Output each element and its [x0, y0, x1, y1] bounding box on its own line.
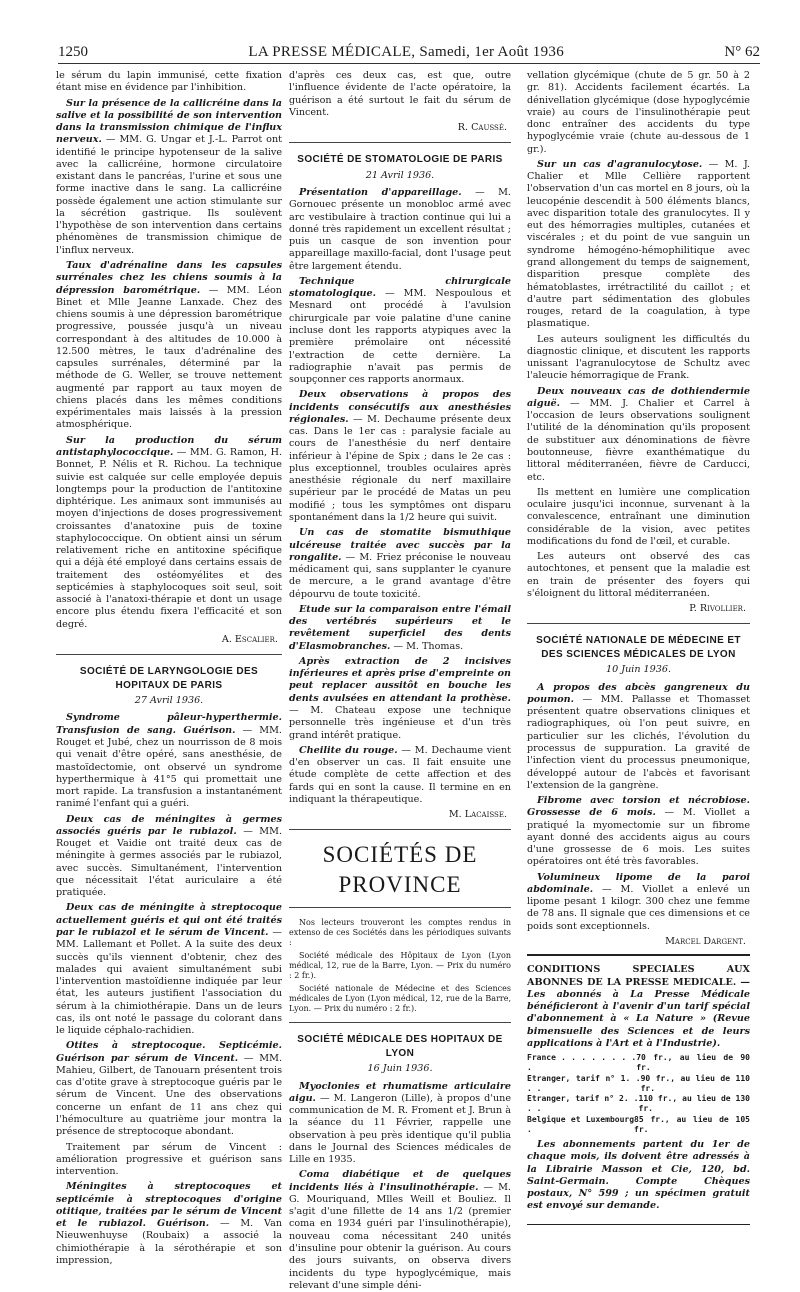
article-title: Un cas de stomatite bismuthique ulcéreuse traitée avec succès par la rongalite. — [289, 527, 511, 563]
article-abces — [527, 682, 750, 792]
article-body: — MM. Pallasse et Thomasset présentent quatre observations cliniques et radiographiques, où l'on peut suivre, en particulier sur les clichés, l'évolution du processus de suppuration. La gravité de l'infection vient du processus pneumonique, développé autour de l'abcès et favorisant l'extension de la gangrène. — [527, 693, 750, 791]
article-body: — MM. Lallemant et Pollet. A la suite des deux succès qu'ils viennent d'obtenir, chez des malades qui avaient simultanément subi l'intervention mastoïdienne indiquée par leur état, les auteurs justifient l'association du sérum à la chimiothérapie. Dans un de leurs cas, ils ont noté le passage du colorant dans le liquide céphalo-rachidien. — [56, 927, 282, 1037]
divider — [527, 623, 750, 624]
article-callicreine — [56, 98, 282, 257]
article-myoclonies — [289, 1081, 511, 1167]
article-cheilite — [289, 745, 511, 806]
article-email — [289, 604, 511, 653]
signature: M. Lacaisse. — [448, 809, 507, 821]
signature: Marcel Dargent. — [665, 936, 746, 947]
article-title: Présentation d'appareillage. — [299, 187, 462, 199]
price-value: 70 fr., au lieu de 90 fr. — [636, 1053, 750, 1073]
article-technique — [289, 276, 511, 386]
section-date: 21 Avril 1936. — [365, 169, 435, 181]
subscription-text: — Les abonnés à La Presse Médicale bénéficieront à l'avenir d'un tarif spécial d'abonnement à « La Nature » (Revue bimensuelle des Sciences et de leurs applications à l'Art et à l'Industrie). — [527, 976, 750, 1049]
article-title: Deux nouveaux cas de dothiendermie aiguë. — [527, 385, 750, 409]
article-body: — M. Friez préconise le nouveau médicament qui, sans supplanter le cyanure de mercure, a le grand avantage d'être dépourvu de toute toxicité. — [289, 551, 511, 600]
divider — [289, 1022, 511, 1023]
article-title: Etude sur la comparaison entre l'émail des vertébrés supérieurs et le revêtement superficiel des dents d'Elasmobranches. — [289, 603, 511, 652]
readers-note: Nos lecteurs trouveront les comptes rendus in extenso de ces Sociétés dans les périodiques suivants : — [289, 918, 511, 948]
article-body: — M. J. Chalier et Mlle Cellière rapportent l'observation d'un cas mortel en 8 jours, où la leucopénie descendit à 500 éléments blancs, avec disparition totale des granulocytes. Il y eut des hémorragies multiples, cutanées et viscérales ; et du point de vue sanguin un syndrome hémogéno-hémophilitique avec grand allongement du temps de saignement, disparition presque complète des hématoblastes, irrétractilité du caillot ; et d'autre part sédimentation des globules rouges, retard de la coagulation, à type plasmatique. — [527, 158, 750, 330]
article-body: — MM. Léon Binet et Mlle Jeanne Lanxade. Chez des chiens soumis à une dépression barométrique progressive, poussée jusqu'à un niveau correspondant à des altitudes de 10.000 à 12.500 mètres, le taux d'adrénaline des capsules surrénales, déterminé par la méthode de G. Weller, se trouve nettement augmenté par rapport au taux moyen de chiens placés dans les mêmes conditions expérimentales mais laissés à la pression atmosphérique. — [56, 284, 282, 431]
article-body: — MM. Rouget et Vaidie ont traité deux cas de méningite à germes associés par le rubiazol, avec succès. Simultanément, l'intervention que nécessitait l'état auriculaire a été pratiquée. — [56, 825, 282, 899]
price-label: Etranger, tarif n° 1. . . . — [527, 1073, 641, 1093]
page-header — [58, 43, 760, 64]
article-meningites — [56, 814, 282, 900]
signature: P. Rivollier. — [689, 603, 746, 615]
section-heading: SOCIÉTÉ MÉDICALE DES HOPITAUX DE LYON — [297, 1034, 503, 1059]
article-title: Deux observations à propos des incidents consécutifs aux anesthésies régionales. — [289, 389, 511, 425]
article-title: Sur un cas d'agranulocytose. — [537, 158, 703, 170]
section-heading: SOCIÉTÉ DE LARYNGOLOGIE DES HOPITAUX DE PARIS — [79, 666, 259, 691]
section-date: 10 Juin 1936. — [605, 664, 672, 676]
article-body: — M. Viollet a pratiqué la myomectomie sur un fibrome ayant donné des accidents aigus au cours d'une grossesse de 6 mois. Les suites opératoires ont été très favorables. — [527, 807, 751, 868]
price-row — [527, 1074, 750, 1094]
price-label: Etranger, tarif n° 2. . . . — [527, 1094, 639, 1114]
continued-text: vellation glycémique (chute de 5 gr. 50 à 2 gr. 81). Accidents facilement écartés. La dénivellation glycémique (dose hypoglycémie vraie) au cours de l'insulinothérapie peut donc entraîner des accidents du type hypoglycémie vraie (chute au-dessous de 1 gr.). — [527, 70, 750, 155]
article-title: A propos des abcès gangreneux du poumon. — [527, 681, 750, 705]
article-body: — M. Dechaume vient d'en observer un cas. Il fait ensuite une étude complète de cette affection et des fards qui en sont la cause. Il termine en en indiquant la thérapeutique. — [289, 744, 511, 805]
article-meningite-strepto — [56, 902, 282, 1037]
article-septicemie — [56, 1181, 282, 1267]
article-syndrome — [56, 712, 282, 810]
price-value: 110 fr., au lieu de 130 fr. — [638, 1094, 750, 1114]
article-body: — M. Thomas. — [393, 640, 464, 652]
article-body: — M. Dechaume présente deux cas. Dans le 1er cas : paralysie faciale au cours de l'anesthésie du nerf dentaire inférieur à l'épine de Spix ; dans le 2e cas : plus exceptionnel, troubles oculaires après anesthésie régionale du nerf maxillaire supérieur par le procédé de Matas un peu modifié ; tous les symptômes ont disparu spontanément dans la 1/2 heure qui suivit. — [289, 413, 511, 523]
section-date: 16 Juin 1936. — [367, 1063, 433, 1075]
price-row — [527, 1094, 750, 1114]
article-dothiendermie — [527, 386, 750, 484]
article-otites-cont: Traitement par sérum de Vincent : amélioration progressive et guérison sans intervention. — [56, 1141, 282, 1178]
article-body: — M. Chateau expose une technique personnelle très ingénieuse et d'un très grand intérêt pratique. — [289, 704, 511, 741]
article-title: Cheilite du rouge. — [299, 744, 398, 756]
subscription-title: CONDITIONS SPECIALES AUX ABONNES DE LA PRESSE MEDICALE. — [527, 964, 750, 988]
journal-title: LA PRESSE MÉDICALE, Samedi, 1er Août 1936 — [248, 44, 565, 60]
price-label: Belgique et Luxembourg . — [527, 1114, 635, 1134]
article-extraction — [289, 656, 511, 742]
article-appareillage — [289, 187, 511, 273]
periodical-lyon-nationale: Société nationale de Médecine et des Sciences médicales de Lyon (Lyon médical, 12, rue de la Barre, Lyon. — Prix du numéro : 2 fr.). — [289, 984, 511, 1014]
divider — [289, 907, 511, 908]
price-row — [527, 1053, 750, 1073]
article-body: — MM. G. Ramon, H. Bonnet, P. Nélis et R. Richou. La technique suivie est calquée sur celle employée depuis longtemps pour la production de l'antitoxine diphtérique. Les animaux sont immunisés au moyen d'injections de doses progressivement croissantes d'anatoxine puis de toxine staphylococcique. On obtient ainsi un sérum relativement riche en antitoxine spécifique qui a déjà été employé dans certains essais de traitement des ostéomyélites et des septicémies à staphylocoques soit seul, soit associé à l'anatoxi-thérapie et dont un usage encore plus étendu fixera l'efficacité et son degré. — [56, 446, 282, 630]
article-body: — MM. Mahieu, Gilbert, de Tanouarn présentent trois cas d'otite grave à streptocoque guéris par le sérum de Vincent. Une des observations concerne un enfant de 11 ans chez qui l'hémoculture au quatrième jour montra la présence de streptocoque abondant. — [56, 1052, 282, 1138]
article-title: Technique chirurgicale stomatologique. — [289, 275, 511, 300]
divider — [289, 829, 511, 830]
column-left — [56, 70, 282, 1266]
signature: A. Escalier. — [221, 633, 278, 645]
article-title: Après extraction de 2 incisives inférieures et après prise d'empreinte on peut replacer aussitôt en bouche les dents avulsées en attendant la prothèse. — [289, 655, 511, 704]
article-body: — MM. Rouget et Jubé, chez un nourrisson de 8 mois qui venait d'être opéré, sans anesthésie, de mastoïdectomie, ont observé un syndrome hyperthermique à 41°5 qui promettait une mort rapide. La transfusion a instantanément ranimé l'enfant qui a guéri. — [56, 724, 282, 810]
article-title: Coma diabétique et de quelques incidents liés à l'insulinothérapie. — [289, 1169, 511, 1193]
article-adrenaline — [56, 260, 282, 432]
price-value: 90 fr., au lieu de 110 fr. — [640, 1073, 750, 1093]
article-body: — MM. J. Chalier et Carrel à l'occasion de leurs observations soulignent l'utilité de la dénomination qu'ils proposent de substituer aux dénominations de fièvre boutonneuse, fièvre exanthématique du littoral méditerranéen, fièvre de Carducci, etc. — [527, 397, 751, 483]
page-number: 1250 — [58, 44, 88, 60]
article-body: — M. Gornouec présente un monobloc armé avec arc vestibulaire à traction continue qui lui a donné très rapidement un excellent résultat ; puis un casque de son invention pour appareillage maxillo-facial, dont l'usage peut être largement étendu. — [289, 187, 511, 272]
continued-text: d'après ces deux cas, est que, outre l'influence évidente de l'acte opératoire, la guérison a été surtout le fait du sérum de Vincent. — [289, 70, 511, 118]
article-agranulocytose-cont: Les auteurs soulignent les difficultés du diagnostic clinique, et discutent les rapports unissant l'agranulocytose de Schultz avec l'aleucie hémorragique de Frank. — [527, 333, 750, 382]
article-title: Deux cas de méningites à germes associés guéris par le rubiazol. — [56, 813, 282, 837]
article-title: Volumineux lipome de la paroi abdominale. — [527, 871, 750, 895]
price-label: France . . . . . . . . . — [527, 1053, 637, 1073]
section-date: 27 Avril 1936. — [134, 695, 204, 707]
article-otites — [56, 1040, 282, 1138]
article-title: Sur la production du sérum antistaphylococcique. — [56, 434, 282, 458]
article-fibrome — [527, 795, 750, 869]
subscription-conditions: Les abonnements partent du 1er de chaque mois, ils doivent être adressés à la Librairie Masson et Cie, 120, bd. Saint-Germain. Compte Chèques postaux, N° 599 ; un spécimen gratuit est envoyé sur demande. — [527, 1139, 750, 1212]
article-title: Otites à streptocoque. Septicémie. Guérison par sérum de Vincent. — [56, 1040, 282, 1064]
continued-text: le sérum du lapin immunisé, cette fixation étant mise en évidence par l'inhibition. — [56, 70, 282, 94]
periodical-lyon-hopitaux: Société médicale des Hôpitaux de Lyon (Lyon médical, 12, rue de la Barre, Lyon. — Prix du numéro : 2 fr.). — [289, 951, 511, 981]
column-middle — [289, 70, 511, 1291]
article-title: Sur la présence de la callicréine dans la salive et la possibilité de son intervention dans la transmission chimique de l'influx nerveux. — [56, 97, 282, 146]
article-title: Fibrome avec torsion et nécrobiose. Grossesse de 6 mois. — [527, 795, 750, 819]
price-value: 85 fr., au lieu de 105 fr. — [634, 1114, 750, 1134]
article-lipome — [527, 872, 750, 933]
article-title: Myoclonies et rhumatisme articulaire aigu. — [289, 1080, 511, 1104]
subscription-intro — [527, 964, 750, 1050]
article-body: — MM. Nespoulous et Mesnard ont procédé à l'avulsion chirurgicale par voie palatine d'une canine incluse dont les rapports atypiques avec la première prémolaire ont nécessité l'extraction de cette dernière. La radiographie n'avait pas permis de soupçonner ces rapports anormaux. — [289, 288, 511, 386]
article-anesthesies — [289, 389, 511, 524]
article-body: — M. Langeron (Lille), à propos d'une communication de M. R. Froment et J. Brun à la séance du 11 Février, rappelle une observation à peu près identique qu'il publia dans le Journal des Sciences médicales de Lille en 1935. — [289, 1092, 511, 1166]
article-title: Méningites à streptocoques et septicémie à streptocoques d'origine otitique, traitées par le sérum de Vincent et le rubiazol. Guérison. — [56, 1181, 282, 1230]
section-heading: SOCIÉTÉ DE STOMATOLOGIE DE PARIS — [297, 154, 503, 166]
article-serum — [56, 435, 282, 631]
divider — [56, 654, 282, 655]
article-body: — M. G. Mouriquand, Mlles Weill et Bouliez. Il s'agit d'une fillette de 14 ans 1/2 (premier coma en 1934 guéri par l'insulinothérapie), nouveau coma nécessitant 240 unités d'insuline pour obtenir la guérison. Au cours des jours suivants, on observa divers incidents du type hypoglycémique, mais relevant d'une simple déni- — [289, 1181, 511, 1291]
article-title: Deux cas de méningite à streptocoque actuellement guéris et qui ont été traités par le rubiazol et le sérum de Vincent. — [56, 902, 282, 938]
article-agranulocytose — [527, 159, 750, 331]
section-heading: SOCIÉTÉ NATIONALE DE MÉDECINE ET DES SCIENCES MÉDICALES DE LYON — [536, 635, 741, 660]
price-row — [527, 1115, 750, 1135]
column-right — [527, 70, 751, 1212]
article-title: Taux d'adrénaline dans les capsules surrénales chez les chiens soumis à la dépression barométrique. — [56, 259, 282, 296]
article-body: — M. Van Nieuwenhuyse (Roubaix) a associé la chimiothérapie à la sérothérapie et son impression, — [56, 1218, 282, 1266]
article-dothiendermie-cont2: Les auteurs ont observé des cas autochtones, et pensent que la maladie est en train de présenter des foyers qui s'éloignent du littoral méditerranéen. — [527, 551, 750, 599]
article-body: — M. Viollet a enlevé un lipome pesant 1 kilogr. 300 chez une femme de 78 ans. Il signale que ces dimensions et ce poids sont exceptionnels. — [527, 883, 750, 932]
article-stomatite — [289, 527, 511, 601]
article-coma — [289, 1169, 511, 1292]
signature: R. Caussé. — [457, 122, 507, 134]
article-title: Syndrome pâleur-hyperthermie. Transfusion de sang. Guérison. — [56, 712, 282, 736]
section-banner: SOCIÉTÉS DE PROVINCE — [322, 842, 478, 897]
article-body: — MM. G. Ungar et J.-L. Parrot ont identifié le principe hypotenseur de la salive avec la callicréine, hormone circulatoire existant dans le pancréas, l'urine et sous une forme inactive dans le sang. La callicréine possède également une action stimulante sur la sécrétion gastrique. Ils soulèvent l'hypothèse de son intervention dans certains phénomènes de transmission chimique de l'influx nerveux. — [56, 134, 282, 256]
article-dothiendermie-cont: Ils mettent en lumière une complication oculaire jusqu'ici inconnue, survenant à la convalescence, entraînant une diminution considérable de la vision, avec petites modifications du fond de l'œil, et curable. — [527, 486, 750, 547]
divider — [289, 142, 511, 143]
issue-number: N° 62 — [724, 44, 760, 60]
subscription-box — [527, 954, 750, 1224]
